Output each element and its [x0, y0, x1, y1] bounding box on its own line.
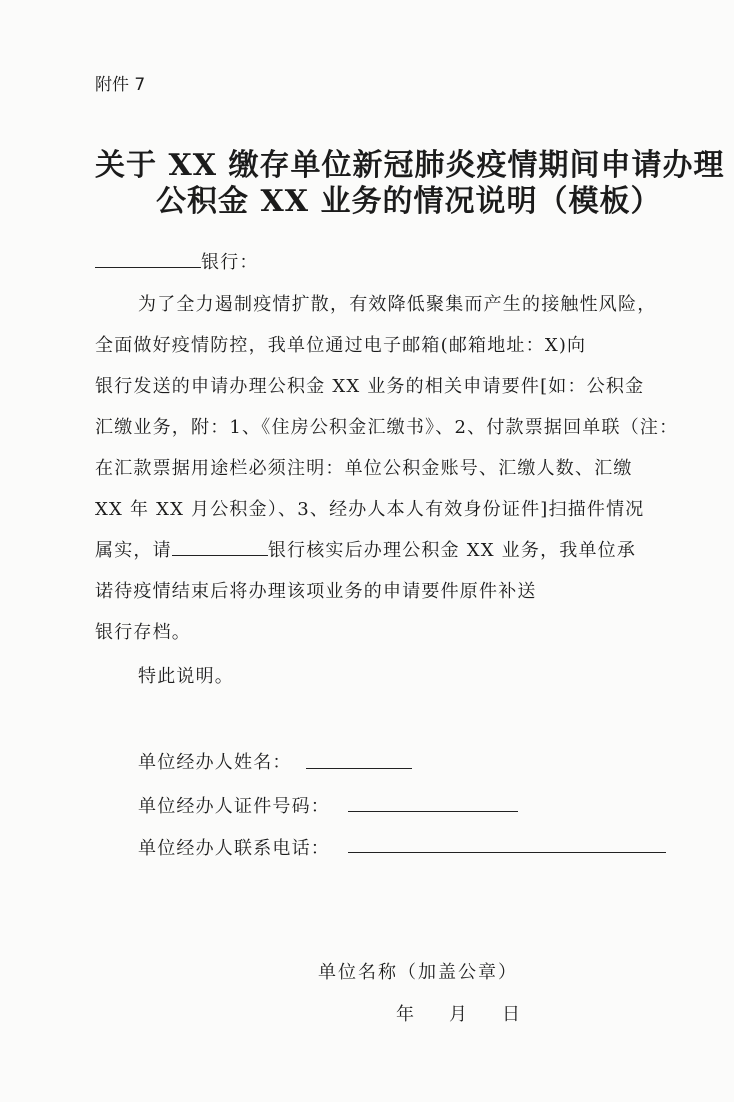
closing-text: 特此说明。: [138, 666, 234, 687]
handler-name-label: 单位经办人姓名：: [138, 752, 292, 773]
handler-id-label: 单位经办人证件号码：: [138, 796, 330, 817]
handler-phone-label: 单位经办人联系电话：: [138, 838, 330, 859]
body-line-9: 银行存档。: [95, 622, 191, 643]
body-line-5: 在汇款票据用途栏必须注明：单位公积金账号、汇缴人数、汇缴: [95, 458, 633, 479]
body-line-4: 汇缴业务，附：1、《住房公积金汇缴书》、2、付款票据回单联（注：: [95, 417, 679, 438]
body-line-7: [95, 536, 636, 562]
date-month: 月: [449, 1004, 469, 1025]
salutation: [95, 248, 259, 274]
body-line-1: 为了全力遏制疫情扩散，有效降低聚集而产生的接触性风险，: [138, 294, 657, 315]
document-title-line1: 关于 XX 缴存单位新冠肺炎疫情期间申请办理: [95, 148, 725, 183]
date-year: 年: [396, 1004, 416, 1025]
salutation-suffix: 银行：: [201, 252, 259, 273]
body-line-2: 全面做好疫情防控，我单位通过电子邮箱(邮箱地址：X)向: [95, 335, 587, 356]
body-line-6: XX 年 XX 月公积金）、3、经办人本人有效身份证件]扫描件情况: [95, 499, 645, 520]
document-title-line2: 公积金 XX 业务的情况说明（模板）: [156, 184, 662, 219]
body-line-8: 诺待疫情结束后将办理该项业务的申请要件原件补送: [95, 581, 537, 602]
date-day: 日: [502, 1004, 522, 1025]
handler-phone-blank: [348, 852, 666, 853]
bank-name-blank: [95, 249, 201, 268]
unit-name-seal: 单位名称（加盖公章）: [318, 962, 518, 983]
handler-id-blank: [348, 811, 518, 812]
line7-suffix: 银行核实后办理公积金 XX 业务，我单位承: [267, 540, 637, 561]
body-line-3: 银行发送的申请办理公积金 XX 业务的相关申请要件[如：公积金: [95, 376, 645, 397]
attachment-label: 附件 7: [95, 75, 146, 95]
bank-name-blank-2: [172, 537, 268, 556]
line7-prefix: 属实，请: [95, 540, 172, 561]
handler-name-blank: [306, 768, 412, 769]
